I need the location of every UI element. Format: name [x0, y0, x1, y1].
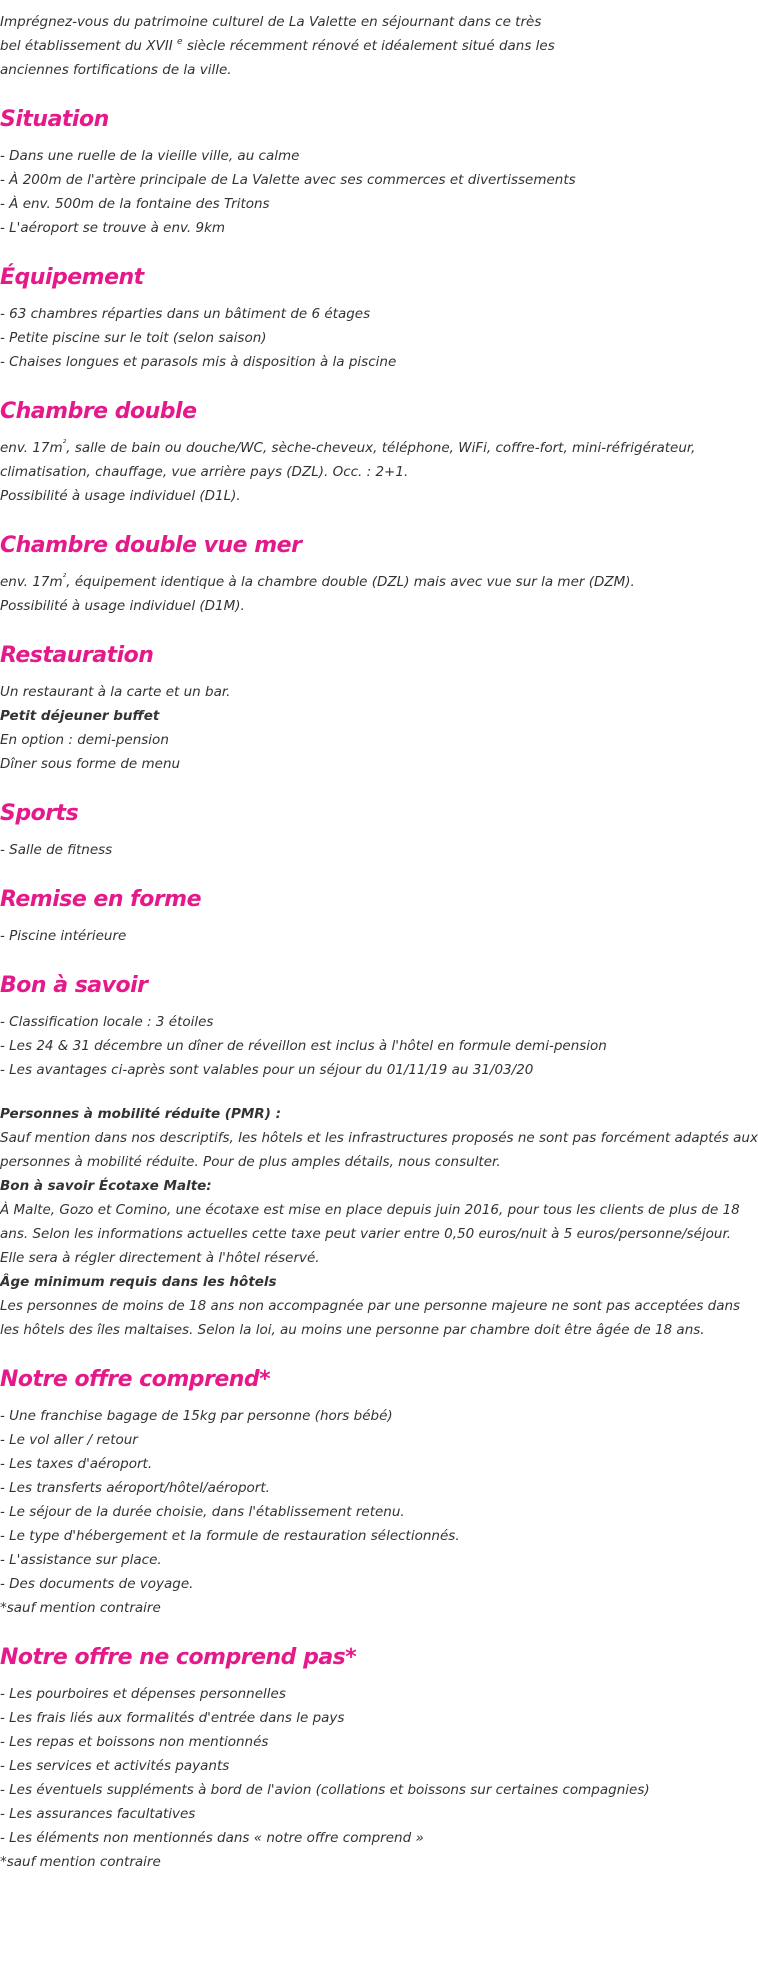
- pmr-text: Sauf mention dans nos descriptifs, les hôtels et les infrastructures proposés ne sont pas forcément adaptés aux personnes à mobilité réduite. Pour de plus amples détails, nous consulter.: [0, 1130, 758, 1170]
- list-item: - Les éléments non mentionnés dans « notre offre comprend »: [0, 1830, 424, 1846]
- list-item: - L'assistance sur place.: [0, 1552, 162, 1568]
- section-remise-en-forme: [0, 884, 758, 948]
- heading-equipement: Équipement: [0, 265, 144, 290]
- list-item: - Chaises longues et parasols mis à disposition à la piscine: [0, 354, 397, 370]
- pmr-title: Personnes à mobilité réduite (PMR) :: [0, 1106, 281, 1122]
- section-sports: [0, 798, 758, 862]
- list-item: - Les taxes d'aéroport.: [0, 1456, 153, 1472]
- list-item: - Les frais liés aux formalités d'entrée dans le pays: [0, 1710, 345, 1726]
- squared-superscript: ²: [62, 439, 67, 449]
- heading-chambre-double: Chambre double: [0, 399, 197, 424]
- heading-restauration: Restauration: [0, 643, 154, 668]
- list-item: - Le séjour de la durée choisie, dans l'établissement retenu.: [0, 1504, 405, 1520]
- age-title: Âge minimum requis dans les hôtels: [0, 1274, 277, 1290]
- half-board-option: En option : demi-pension: [0, 732, 169, 748]
- heading-bon-a-savoir: Bon à savoir: [0, 973, 148, 998]
- heading-chambre-mer: Chambre double vue mer: [0, 533, 302, 558]
- squared-superscript: ²: [62, 573, 67, 583]
- footnote: *sauf mention contraire: [0, 1600, 161, 1616]
- section-chambre-mer: [0, 530, 758, 618]
- room-single-use: Possibilité à usage individuel (D1M).: [0, 598, 245, 614]
- list-item: - Les pourboires et dépenses personnelles: [0, 1686, 286, 1702]
- section-equipement: [0, 262, 758, 374]
- list-item: - Les transferts aéroport/hôtel/aéroport.: [0, 1480, 270, 1496]
- section-offre-comprend: [0, 1364, 758, 1620]
- century-superscript: e: [177, 37, 183, 47]
- restaurant-text: Un restaurant à la carte et un bar.: [0, 684, 231, 700]
- room-features: , salle de bain ou douche/WC, sèche-cheveux, téléphone, WiFi, coffre-fort, mini-réfrigérateur, climatisation, chauffage, vue arrière pays (DZL). Occ. : 2+1.: [0, 440, 696, 480]
- heading-sports: Sports: [0, 801, 79, 826]
- section-chambre-double: [0, 396, 758, 508]
- breakfast-label: Petit déjeuner buffet: [0, 708, 160, 724]
- dinner-text: Dîner sous forme de menu: [0, 756, 181, 772]
- list-item: - Le type d'hébergement et la formule de restauration sélectionnés.: [0, 1528, 460, 1544]
- room-size: env. 17m: [0, 440, 63, 456]
- list-item: - L'aéroport se trouve à env. 9km: [0, 220, 226, 236]
- heading-offre-ne-comprend-pas: Notre offre ne comprend pas*: [0, 1645, 357, 1670]
- list-item: - Dans une ruelle de la vieille ville, au calme: [0, 148, 300, 164]
- list-item: - 63 chambres réparties dans un bâtiment de 6 étages: [0, 306, 371, 322]
- list-item: - Piscine intérieure: [0, 928, 127, 944]
- section-restauration: [0, 640, 758, 776]
- section-offre-ne-comprend-pas: [0, 1642, 758, 1874]
- list-item: - Les assurances facultatives: [0, 1806, 196, 1822]
- footnote: *sauf mention contraire: [0, 1854, 161, 1870]
- list-item: - Salle de fitness: [0, 842, 113, 858]
- room-description: [0, 436, 758, 484]
- list-item: - À env. 500m de la fontaine des Tritons: [0, 196, 270, 212]
- room-single-use: Possibilité à usage individuel (D1L).: [0, 488, 241, 504]
- room-features: , équipement identique à la chambre double (DZL) mais avec vue sur la mer (DZM).: [66, 574, 635, 590]
- list-item: - Les repas et boissons non mentionnés: [0, 1734, 269, 1750]
- list-item: - Le vol aller / retour: [0, 1432, 138, 1448]
- room-description: [0, 570, 758, 594]
- list-item: - Des documents de voyage.: [0, 1576, 194, 1592]
- list-item: - Les 24 & 31 décembre un dîner de réveillon est inclus à l'hôtel en formule demi-pension: [0, 1038, 607, 1054]
- list-item: - À 200m de l'artère principale de La Valette avec ses commerces et divertissements: [0, 172, 576, 188]
- list-item: - Une franchise bagage de 15kg par personne (hors bébé): [0, 1408, 393, 1424]
- heading-offre-comprend: Notre offre comprend*: [0, 1367, 271, 1392]
- list-item: - Les services et activités payants: [0, 1758, 230, 1774]
- ecotaxe-text: À Malte, Gozo et Comino, une écotaxe est mise en place depuis juin 2016, pour tous les clients de plus de 18 ans. Selon les informations actuelles cette taxe peut varier entre 0,50 euros/nuit à 5 euros/personne/séjour. Elle sera à régler directement à l'hôtel réservé.: [0, 1202, 740, 1266]
- intro-text-end: siècle récemment rénové et idéalement situé dans les anciennes fortifications de la ville.: [0, 38, 555, 78]
- list-item: - Petite piscine sur le toit (selon saison): [0, 330, 267, 346]
- section-situation: [0, 104, 758, 240]
- list-item: - Les avantages ci-après sont valables pour un séjour du 01/11/19 au 31/03/20: [0, 1062, 534, 1078]
- age-text: Les personnes de moins de 18 ans non accompagnée par une personne majeure ne sont pas acceptées dans les hôtels des îles maltaises. Selon la loi, au moins une personne par chambre doit être âgée de 18 ans.: [0, 1298, 741, 1338]
- room-size: env. 17m: [0, 574, 63, 590]
- list-item: - Les éventuels suppléments à bord de l'avion (collations et boissons sur certaines compagnies): [0, 1782, 650, 1798]
- ecotaxe-title: Bon à savoir Écotaxe Malte:: [0, 1178, 212, 1194]
- intro-text: Imprégnez-vous du patrimoine culturel de La Valette en séjournant dans ce très bel établissement du XVII: [0, 14, 542, 54]
- spacer: [0, 1082, 758, 1102]
- heading-situation: Situation: [0, 107, 109, 132]
- intro-paragraph: [0, 10, 560, 82]
- heading-remise-en-forme: Remise en forme: [0, 887, 202, 912]
- list-item: - Classification locale : 3 étoiles: [0, 1014, 214, 1030]
- section-bon-a-savoir: [0, 970, 758, 1342]
